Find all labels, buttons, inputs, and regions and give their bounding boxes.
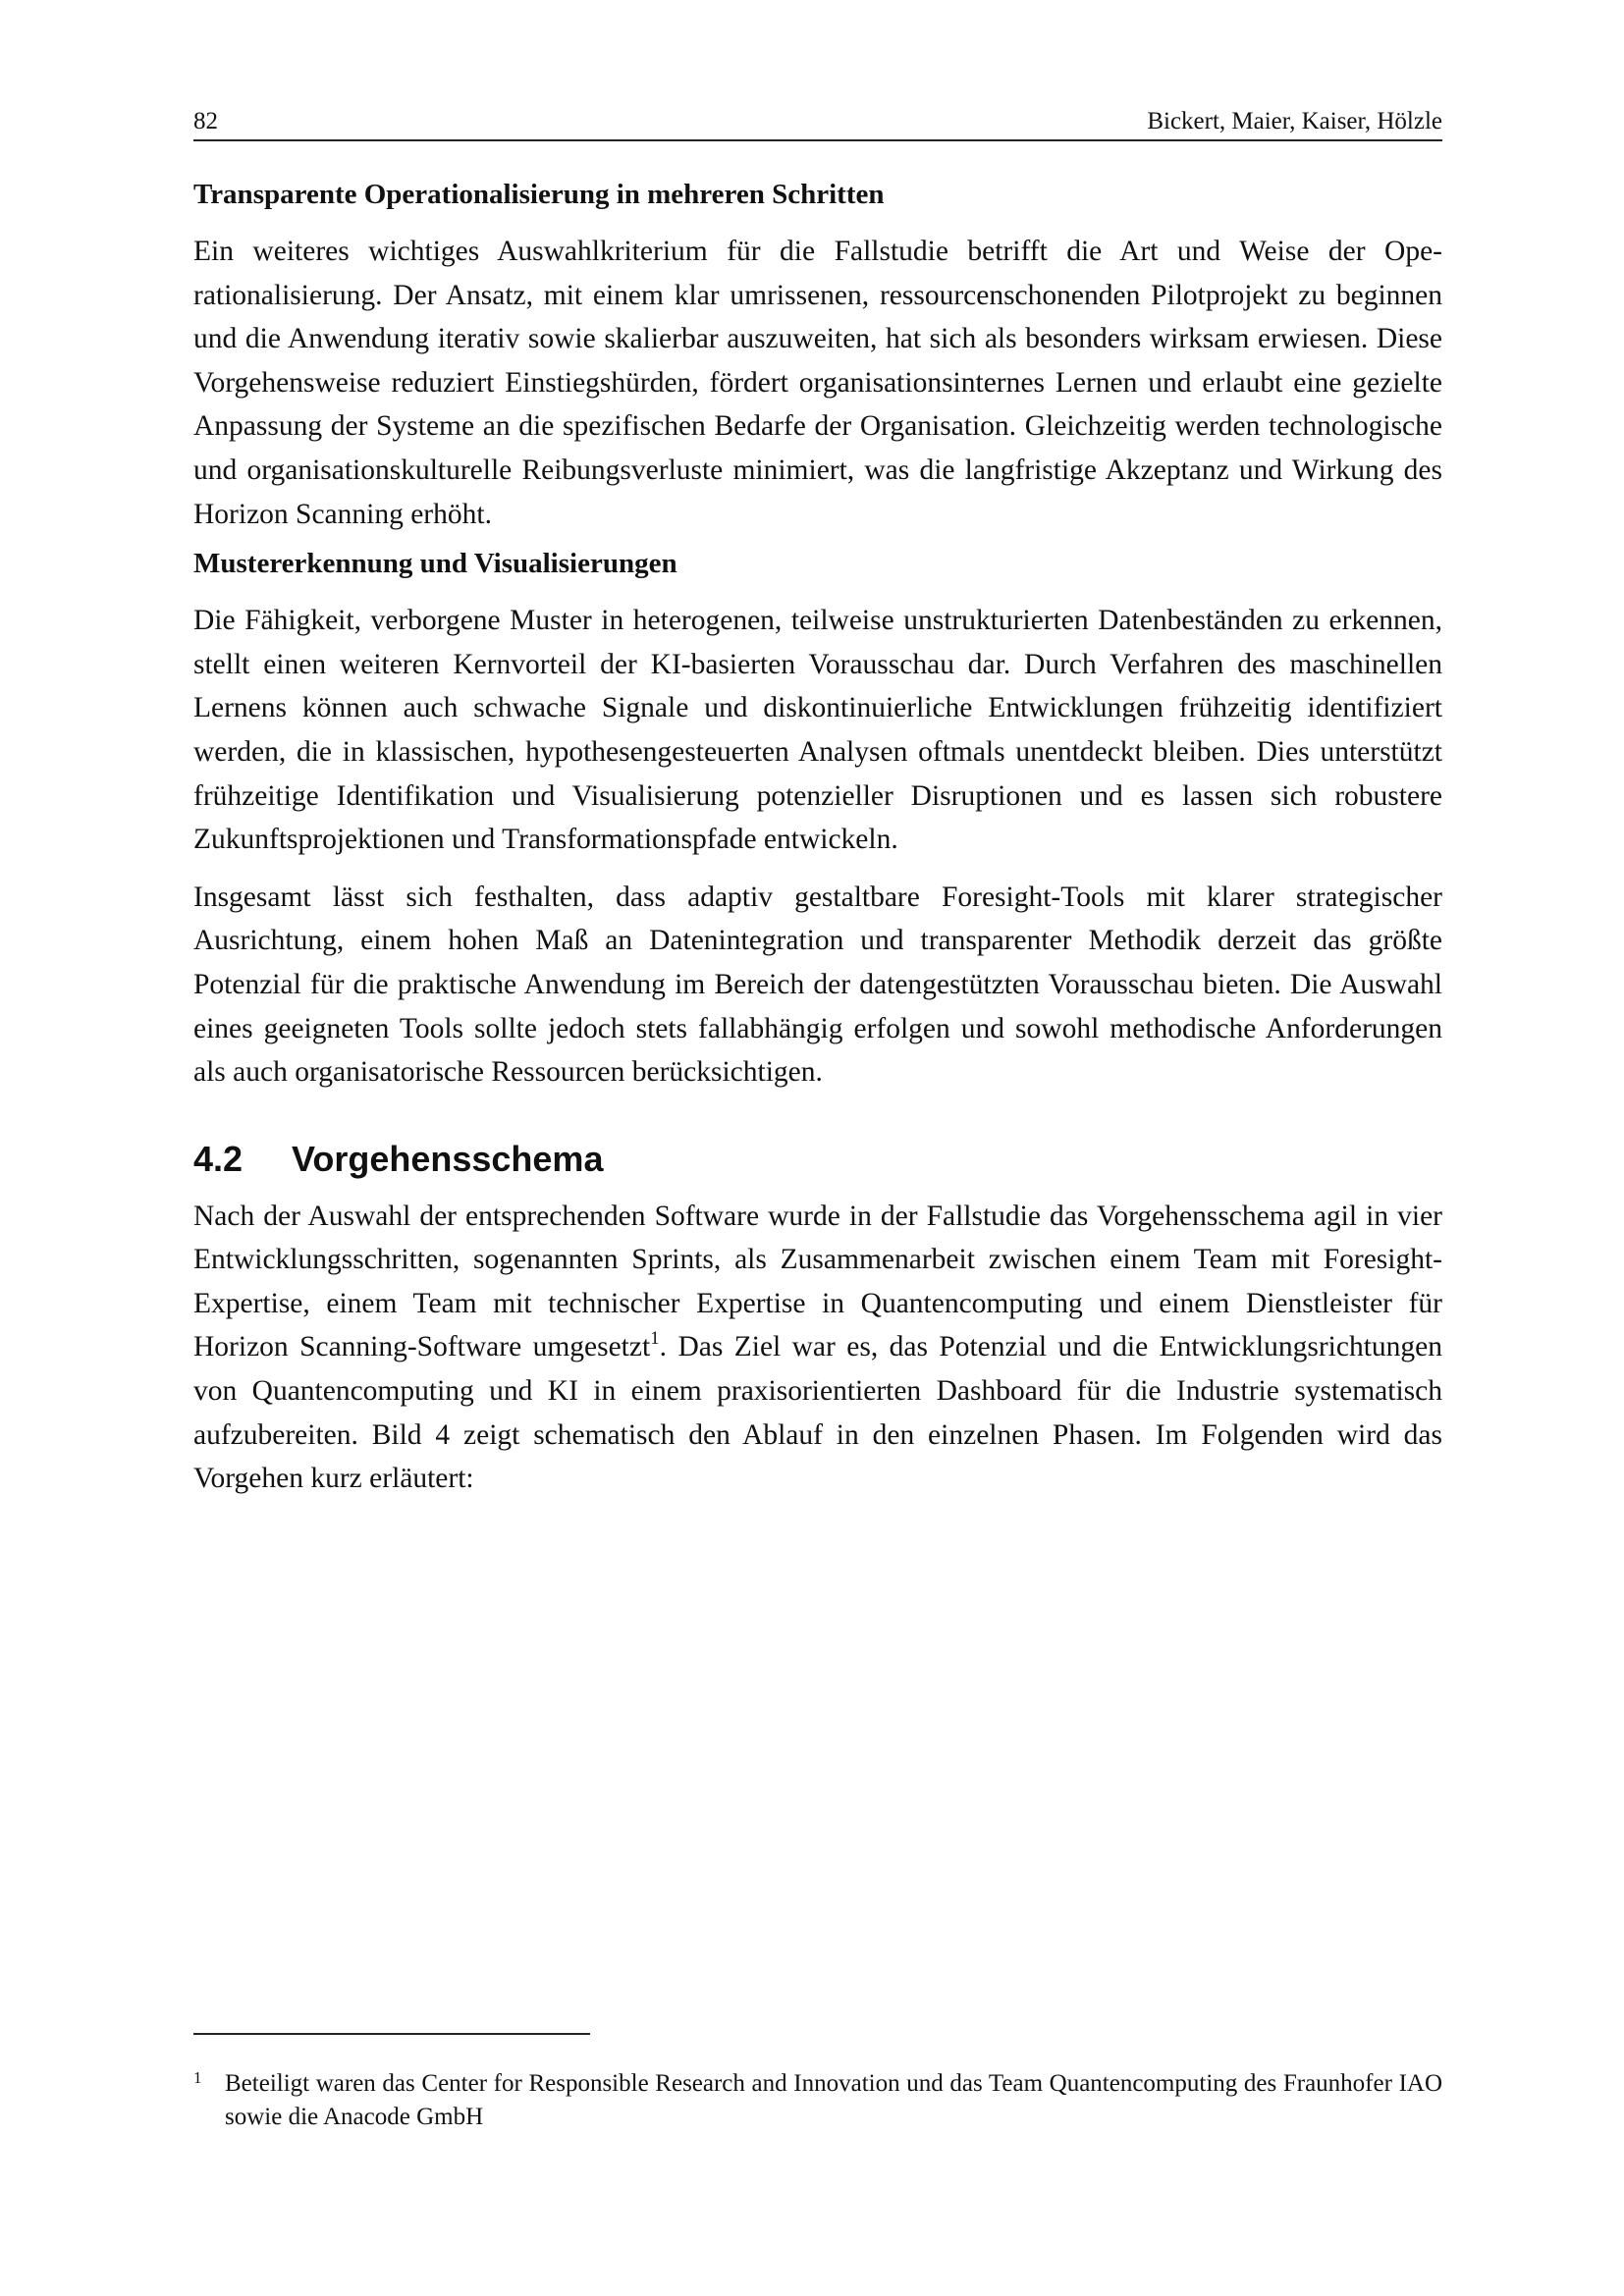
paragraph-insgesamt: Insgesamt lässt sich festhalten, dass adaptiv gestaltbare Foresight-Tools mit klarer strategischer Ausrichtung, einem hohen Maß an Datenintegration und transparenter Methodik derzeit das größte Potenzial für die praktische Anwendung im Bereich der datengestützten Vorausschau bieten. Die Auswahl eines geeigneten Tools sollte jedoch stets fallabhängig erfolgen und sowohl methodische Anforderungen als auch organisatorische Ressourcen berücksichtigen. xyxy=(193,881,1442,1089)
footnote-text: Beteiligt waren das Center for Responsible Research and Innovation und das Team Quantencomputing des Fraunhofer IAO sowie die Anacode GmbH xyxy=(225,2070,1442,2130)
footnote-marker: 1 xyxy=(193,2068,202,2087)
page-content xyxy=(193,106,1442,1501)
footnote-divider xyxy=(193,2033,590,2035)
section-heading xyxy=(193,1138,1442,1181)
subheading-mustererkennung: Mustererkennung und Visualisierungen xyxy=(193,548,677,580)
header-authors: Bickert, Maier, Kaiser, Hölzle xyxy=(1147,108,1442,134)
subheading-transparente-operationalisierung: Transparente Operationalisierung in mehreren Schritten xyxy=(193,179,885,210)
paragraph-text-part-1: Nach der Auswahl der entsprechenden Software wurde in der Fallstudie das Vorgehensschema agil in vier Entwicklungsschritten, sogenannten Sprints, als Zusammenarbeit zwischen einem Team mit Foresight-Expertise, einem Team mit technischer Expertise in Quantencomputing und einem Dienstleister für Horizon Scanning-Software umgesetzt xyxy=(193,1200,1442,1363)
running-header xyxy=(193,106,1442,141)
paragraph-text-part-2: . Das Ziel war es, das Potenzial und die Entwicklungsrichtungen von Quantencomputing und KI in einem praxisorientierten Dashboard für die Industrie systematisch aufzubereiten. Bild 4 zeigt schematisch den Ablauf in den einzelnen Phasen. Im Folgenden wird das Vorgehen kurz erläutert: xyxy=(193,1331,1442,1495)
footnote-reference[interactable]: 1 xyxy=(650,1328,660,1350)
section-number: 4.2 xyxy=(193,1138,244,1179)
paragraph-mustererkennung: Die Fähigkeit, verborgene Muster in heterogenen, teilweise unstrukturierten Datenbeständen zu erkennen, stellt einen weiteren Kernvorteil der KI-basierten Vorausschau dar. Durch Verfahren des maschinellen Lernens können auch schwache Signale und diskontinuierliche Entwicklungen frühzeitig identifiziert werden, die in klassischen, hypothesengesteuerten Analysen oftmals unentdeckt bleiben. Dies unterstützt frühzeitige Identifikation und Visualisierung potenzieller Disruptionen und es lassen sich robustere Zukunftsprojektionen und Transformationspfade entwickeln. xyxy=(193,605,1442,856)
paragraph-vorgehensschema xyxy=(193,1195,1442,1501)
section-title: Vorgehensschema xyxy=(292,1138,604,1179)
page-number: 82 xyxy=(193,108,218,134)
footnote xyxy=(193,2067,1442,2134)
paragraph-operationalisierung: Ein weiteres wichtiges Auswahlkriterium für die Fallstudie betrifft die Art und Weise der Operationalisierung. Der Ansatz, mit einem klar umrissenen, ressourcenschonenden Pilotprojekt zu beginnen und die Anwendung iterativ sowie skalierbar auszuweiten, hat sich als besonders wirksam erwiesen. Diese Vorgehensweise reduziert Einstiegshürden, fördert organisationsinternes Lernen und erlaubt eine gezielte Anpassung der Systeme an die spezifischen Bedarfe der Organisation. Gleichzeitig werden technologische und organisationskulturelle Reibungsverluste minimiert, was die langfristige Akzeptanz und Wirkung des Horizon Scanning erhöht. xyxy=(193,236,1442,530)
